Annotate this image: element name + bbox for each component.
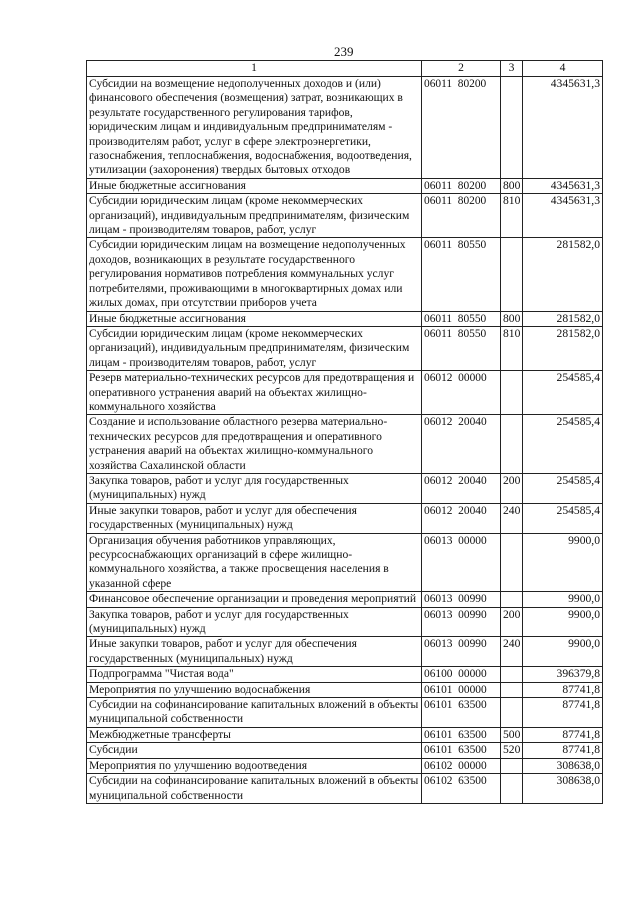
row-expense-type-cell: 500 xyxy=(501,727,523,742)
row-code-cell: 06100 00000 xyxy=(422,667,501,682)
row-expense-type-cell xyxy=(501,682,523,697)
table-row xyxy=(87,311,603,326)
table-row xyxy=(87,682,603,697)
row-expense-type-cell xyxy=(501,371,523,415)
header-row xyxy=(87,61,603,77)
table-row xyxy=(87,743,603,758)
row-name-cell: Организация обучения работников управляющих, ресурсоснабжающих организаций в сфере жилищно-коммунального хозяйства, а также просвещения населения в указанной сфере xyxy=(87,533,422,592)
table-row xyxy=(87,178,603,193)
row-code-cell: 06012 20040 xyxy=(422,473,501,503)
row-name-cell: Иные закупки товаров, работ и услуг для обеспечения государственных (муниципальных) нужд xyxy=(87,503,422,533)
row-code-cell: 06012 00000 xyxy=(422,371,501,415)
row-code-cell: 06101 00000 xyxy=(422,682,501,697)
row-amount-cell: 308638,0 xyxy=(523,774,603,804)
row-amount-cell: 9900,0 xyxy=(523,607,603,637)
table-row xyxy=(87,698,603,728)
row-name-cell: Закупка товаров, работ и услуг для государственных (муниципальных) нужд xyxy=(87,473,422,503)
row-expense-type-cell xyxy=(501,533,523,592)
row-name-cell: Мероприятия по улучшению водоотведения xyxy=(87,758,422,773)
row-expense-type-cell: 810 xyxy=(501,194,523,238)
row-amount-cell: 9900,0 xyxy=(523,637,603,667)
row-expense-type-cell: 520 xyxy=(501,743,523,758)
row-expense-type-cell: 800 xyxy=(501,311,523,326)
row-amount-cell: 9900,0 xyxy=(523,592,603,607)
row-expense-type-cell xyxy=(501,774,523,804)
row-name-cell: Субсидии xyxy=(87,743,422,758)
row-expense-type-cell xyxy=(501,667,523,682)
table-row xyxy=(87,326,603,370)
row-amount-cell: 254585,4 xyxy=(523,503,603,533)
table-row xyxy=(87,77,603,179)
row-name-cell: Субсидии на софинансирование капитальных вложений в объекты муниципальной собственности xyxy=(87,698,422,728)
table-row xyxy=(87,637,603,667)
header-col-vr: 3 xyxy=(501,61,523,77)
page-number: 239 xyxy=(334,44,354,59)
row-code-cell: 06011 80550 xyxy=(422,311,501,326)
row-name-cell: Межбюджетные трансферты xyxy=(87,727,422,742)
row-code-cell: 06102 63500 xyxy=(422,774,501,804)
row-code-cell: 06101 63500 xyxy=(422,743,501,758)
row-name-cell: Субсидии на софинансирование капитальных вложений в объекты муниципальной собственности xyxy=(87,774,422,804)
row-expense-type-cell xyxy=(501,238,523,311)
row-amount-cell: 281582,0 xyxy=(523,326,603,370)
row-code-cell: 06013 00000 xyxy=(422,533,501,592)
row-expense-type-cell xyxy=(501,592,523,607)
row-code-cell: 06013 00990 xyxy=(422,607,501,637)
row-name-cell: Создание и использование областного резерва материально-технических ресурсов для предотвращения и оперативного устранения аварий на объектах жилищно-коммунального хозяйства Сахалинской области xyxy=(87,415,422,474)
row-expense-type-cell: 800 xyxy=(501,178,523,193)
table-row xyxy=(87,503,603,533)
row-name-cell: Субсидии юридическим лицам на возмещение недополученных доходов, возникающих в результате государственного регулирования нормативов потребления коммунальных услуг потребителями, проживающими в многоквартирных домах или жилых домах, при отсутствии приборов учета xyxy=(87,238,422,311)
row-amount-cell: 4345631,3 xyxy=(523,178,603,193)
table-row xyxy=(87,758,603,773)
row-code-cell: 06013 00990 xyxy=(422,637,501,667)
row-code-cell: 06012 20040 xyxy=(422,415,501,474)
row-amount-cell: 254585,4 xyxy=(523,415,603,474)
row-amount-cell: 87741,8 xyxy=(523,727,603,742)
header-col-name: 1 xyxy=(87,61,422,77)
table-row xyxy=(87,774,603,804)
row-name-cell: Субсидии юридическим лицам (кроме некоммерческих организаций), индивидуальным предпринимателям, физическим лицам - производителям товаров, работ, услуг xyxy=(87,194,422,238)
row-name-cell: Иные бюджетные ассигнования xyxy=(87,311,422,326)
row-expense-type-cell xyxy=(501,77,523,179)
row-amount-cell: 396379,8 xyxy=(523,667,603,682)
table-row xyxy=(87,371,603,415)
row-code-cell: 06011 80550 xyxy=(422,238,501,311)
row-amount-cell: 4345631,3 xyxy=(523,77,603,179)
row-code-cell: 06011 80550 xyxy=(422,326,501,370)
row-amount-cell: 9900,0 xyxy=(523,533,603,592)
table-row xyxy=(87,415,603,474)
row-expense-type-cell xyxy=(501,415,523,474)
row-code-cell: 06013 00990 xyxy=(422,592,501,607)
row-amount-cell: 254585,4 xyxy=(523,371,603,415)
row-name-cell: Субсидии юридическим лицам (кроме некоммерческих организаций), индивидуальным предпринимателям, физическим лицам - производителям товаров, работ, услуг xyxy=(87,326,422,370)
row-name-cell: Резерв материально-технических ресурсов для предотвращения и оперативного устранения аварий на объектах жилищно-коммунального хозяйства xyxy=(87,371,422,415)
row-expense-type-cell: 810 xyxy=(501,326,523,370)
row-amount-cell: 308638,0 xyxy=(523,758,603,773)
row-name-cell: Иные бюджетные ассигнования xyxy=(87,178,422,193)
row-name-cell: Подпрограмма "Чистая вода" xyxy=(87,667,422,682)
row-expense-type-cell: 240 xyxy=(501,503,523,533)
row-expense-type-cell: 200 xyxy=(501,473,523,503)
row-amount-cell: 87741,8 xyxy=(523,698,603,728)
row-code-cell: 06011 80200 xyxy=(422,194,501,238)
row-amount-cell: 281582,0 xyxy=(523,311,603,326)
row-expense-type-cell: 240 xyxy=(501,637,523,667)
table-row xyxy=(87,473,603,503)
budget-table xyxy=(86,60,603,804)
table-row xyxy=(87,607,603,637)
row-amount-cell: 254585,4 xyxy=(523,473,603,503)
table-row xyxy=(87,533,603,592)
row-code-cell: 06102 00000 xyxy=(422,758,501,773)
row-name-cell: Мероприятия по улучшению водоснабжения xyxy=(87,682,422,697)
table-row xyxy=(87,194,603,238)
row-expense-type-cell xyxy=(501,758,523,773)
row-code-cell: 06012 20040 xyxy=(422,503,501,533)
row-expense-type-cell xyxy=(501,698,523,728)
row-name-cell: Иные закупки товаров, работ и услуг для обеспечения государственных (муниципальных) нужд xyxy=(87,637,422,667)
row-amount-cell: 4345631,3 xyxy=(523,194,603,238)
row-name-cell: Субсидии на возмещение недополученных доходов и (или) финансового обеспечения (возмещения) затрат, возникающих в результате государственного регулирования тарифов, юридическим лицам и индивидуальным предпринимателям - производителям работ, услуг в сфере электроэнергетики, газоснабжения, теплоснабжения, водоснабжения, водоотведения, утилизации (захоронения) твердых бытовых отходов xyxy=(87,77,422,179)
table-row xyxy=(87,667,603,682)
row-amount-cell: 87741,8 xyxy=(523,682,603,697)
row-code-cell: 06101 63500 xyxy=(422,727,501,742)
table-row xyxy=(87,727,603,742)
row-expense-type-cell: 200 xyxy=(501,607,523,637)
table-row xyxy=(87,238,603,311)
row-name-cell: Финансовое обеспечение организации и проведения мероприятий xyxy=(87,592,422,607)
header-col-amount: 4 xyxy=(523,61,603,77)
row-code-cell: 06011 80200 xyxy=(422,77,501,179)
row-amount-cell: 281582,0 xyxy=(523,238,603,311)
row-code-cell: 06011 80200 xyxy=(422,178,501,193)
row-name-cell: Закупка товаров, работ и услуг для государственных (муниципальных) нужд xyxy=(87,607,422,637)
header-col-code: 2 xyxy=(422,61,501,77)
row-amount-cell: 87741,8 xyxy=(523,743,603,758)
table-row xyxy=(87,592,603,607)
row-code-cell: 06101 63500 xyxy=(422,698,501,728)
